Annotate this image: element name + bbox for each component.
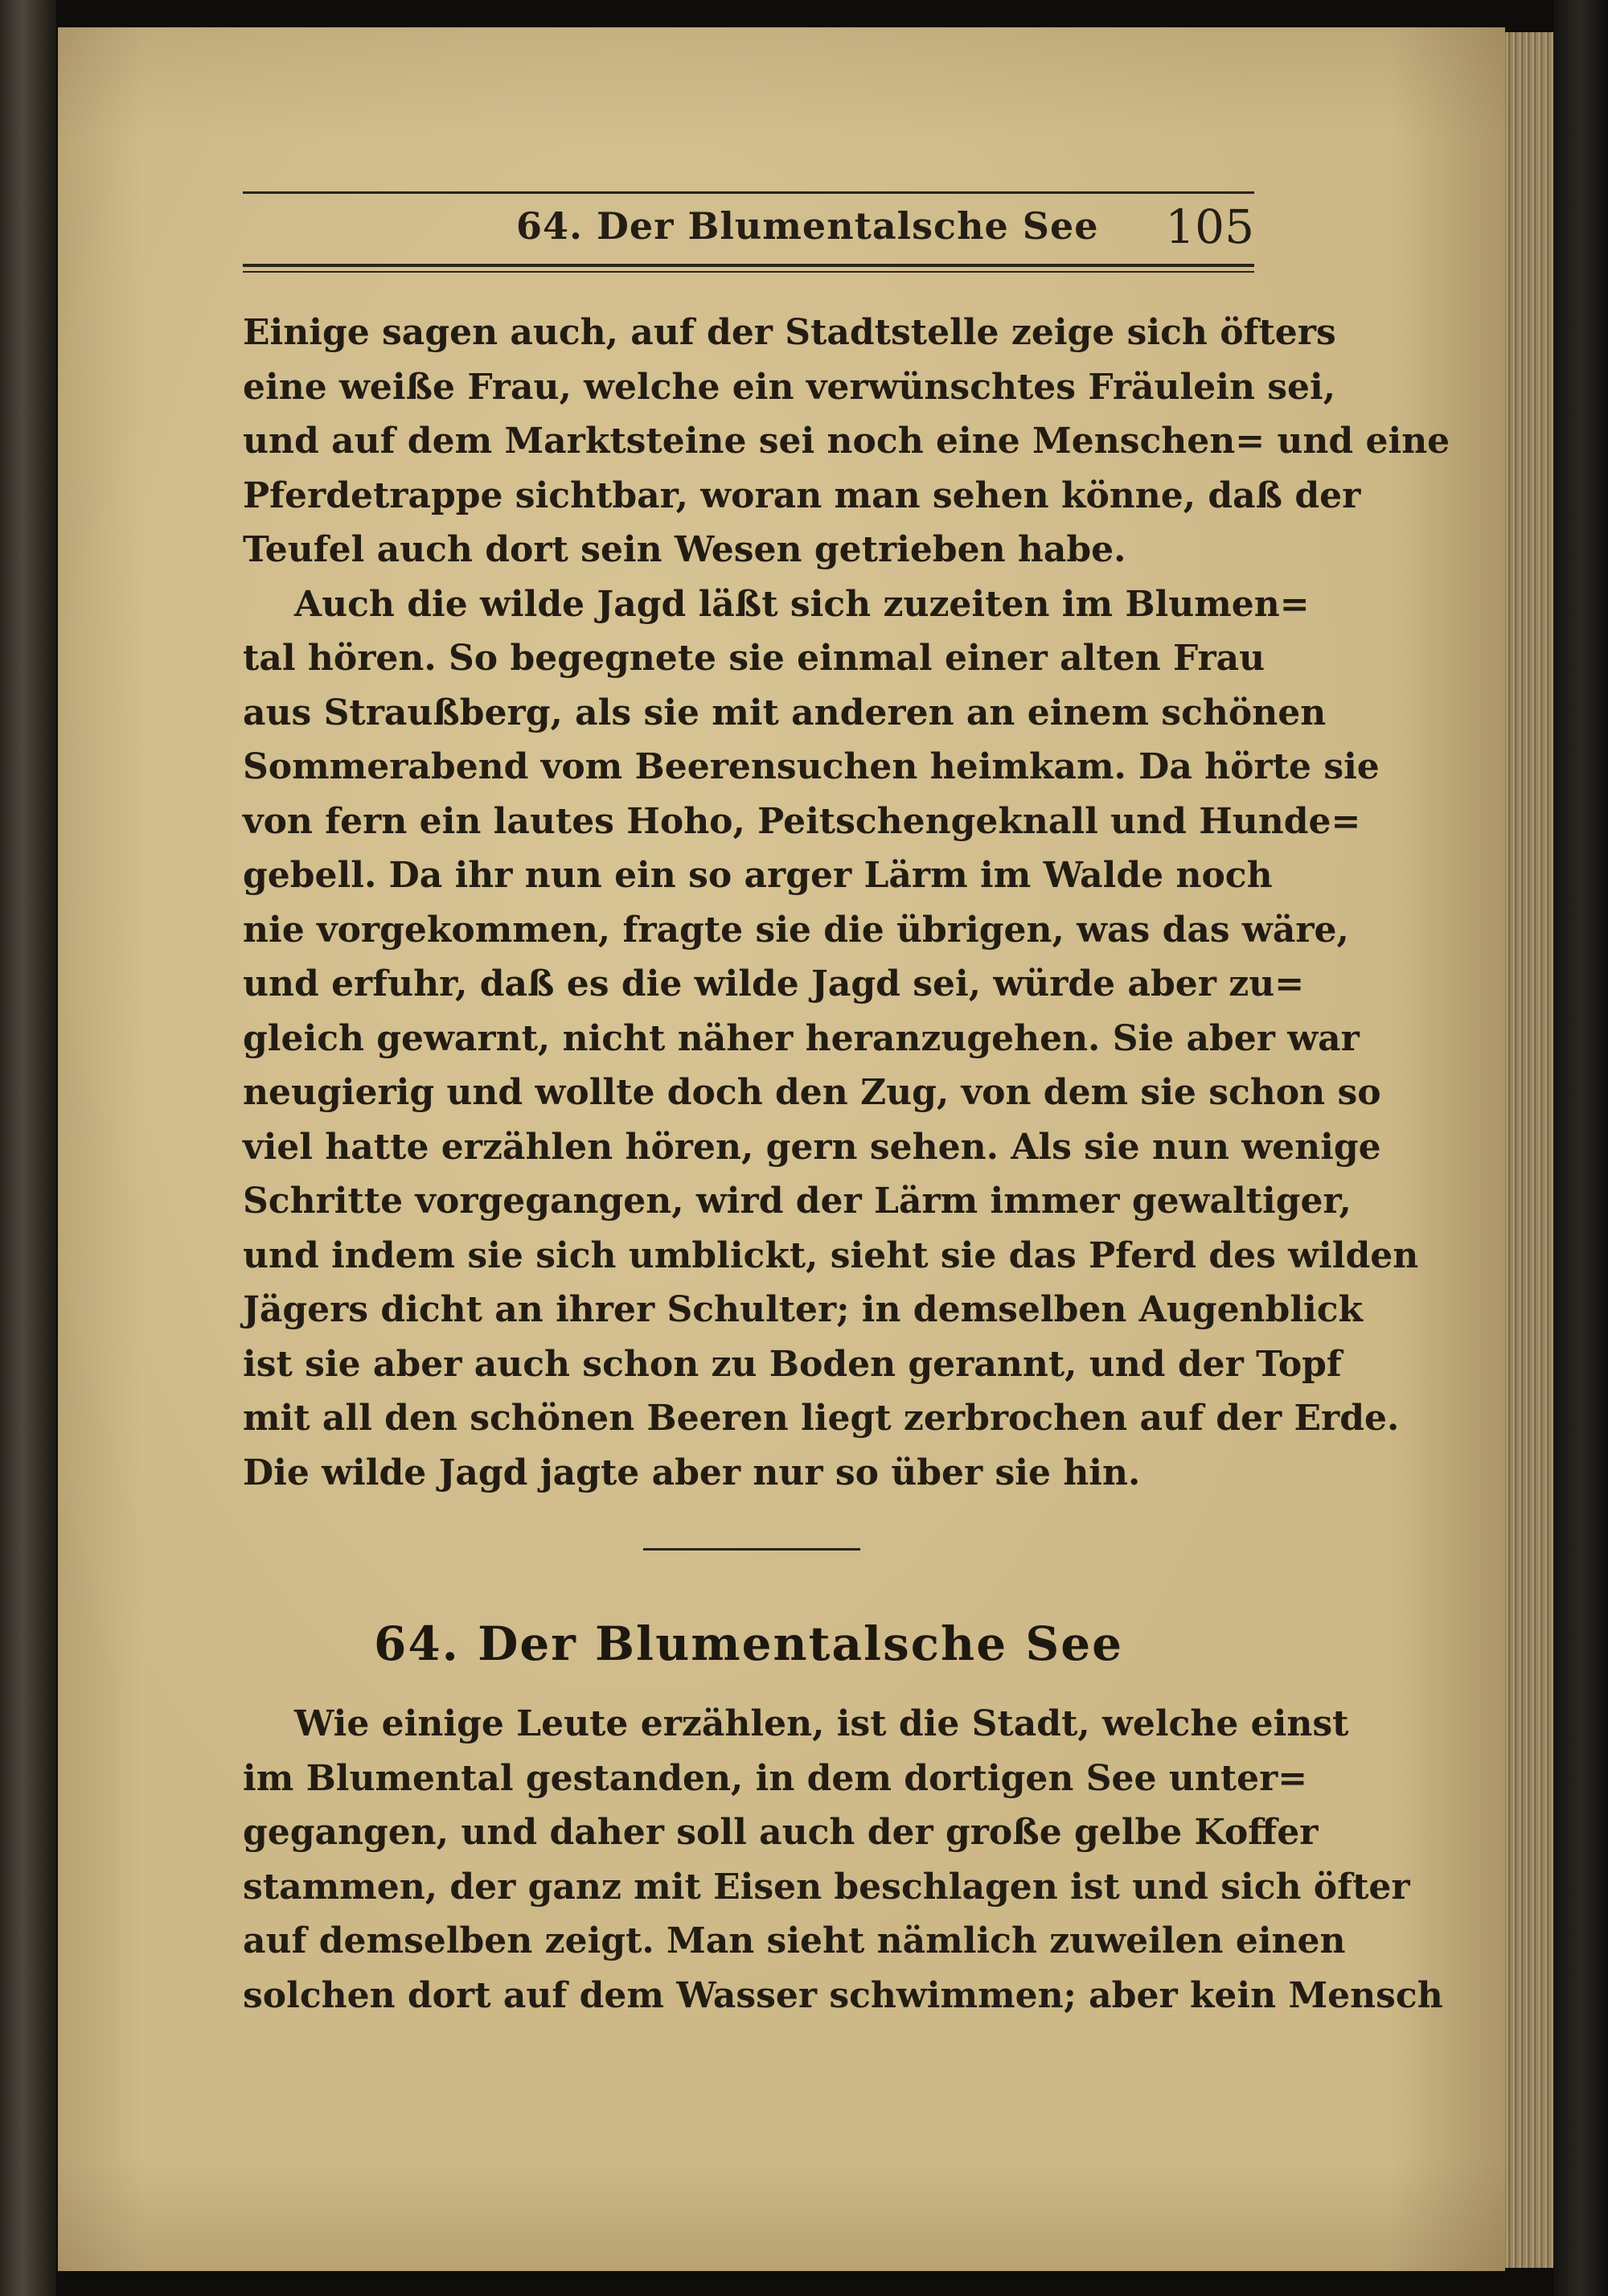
text-line: eine weiße Frau, welche ein verwünschtes Fräulein sei, (243, 366, 1336, 408)
text-line: ist sie aber auch schon zu Boden gerannt, und der Topf (243, 1343, 1342, 1385)
text-line: viel hatte erzählen hören, gern sehen. Als sie nun wenige (243, 1126, 1381, 1168)
running-head (243, 199, 1254, 259)
text-line: stammen, der ganz mit Eisen beschlagen ist und sich öfter (243, 1866, 1410, 1908)
text-line: Sommerabend vom Beerensuchen heimkam. Da hörte sie (243, 746, 1380, 787)
text-line: Die wilde Jagd jagte aber nur so über sie hin. (243, 1452, 1141, 1493)
text-line: Teufel auch dort sein Wesen getrieben habe. (243, 529, 1126, 570)
text-line: aus Straußberg, als sie mit anderen an einem schönen (243, 692, 1327, 733)
text-line: tal hören. So begegnete sie einmal einer alten Frau (243, 638, 1265, 679)
text-line: gebell. Da ihr nun ein so arger Lärm im Walde noch (243, 855, 1273, 896)
story-continuation (243, 306, 1450, 1500)
text-line: gegangen, und daher soll auch der große gelbe Koffer (243, 1812, 1319, 1853)
running-head-title: 64. Der Blumentalsche See (516, 204, 1099, 248)
section-heading: 64. Der Blumentalsche See (373, 1616, 1124, 1671)
header-rule-top (243, 191, 1254, 194)
text-line: und indem sie sich umblickt, sieht sie das Pferd des wilden (243, 1234, 1419, 1276)
header-rule-bottom-thin (243, 271, 1254, 273)
text-line: solchen dort auf dem Wasser schwimmen; aber kein Mensch (243, 1974, 1443, 2016)
section-divider (643, 1548, 860, 1551)
text-line: gleich gewarnt, nicht näher heranzugehen. Sie aber war (243, 1017, 1360, 1059)
text-line: Pferdetrappe sichtbar, woran man sehen könne, daß der (243, 474, 1361, 516)
previous-page-edge (0, 0, 56, 2296)
text-line: Jägers dicht an ihrer Schulter; in demselben Augenblick (243, 1289, 1364, 1330)
text-line: von fern ein lautes Hoho, Peitschengeknall und Hunde= (243, 800, 1361, 842)
text-line: Auch die wilde Jagd läßt sich zuzeiten im Blumen= (294, 583, 1310, 625)
book-block-edges (1505, 32, 1553, 2268)
book-cover-edge (1553, 0, 1608, 2296)
section-body (243, 1697, 1443, 2023)
text-line: im Blumental gestanden, in dem dortigen See unter= (243, 1757, 1308, 1799)
text-line: nie vorgekommen, fragte sie die übrigen, was das wäre, (243, 909, 1349, 951)
text-line: und erfuhr, daß es die wilde Jagd sei, würde aber zu= (243, 963, 1305, 1004)
page-number: 105 (1165, 199, 1254, 254)
text-line: neugierig und wollte doch den Zug, von dem sie schon so (243, 1072, 1381, 1113)
header-rule-bottom-thick (243, 264, 1254, 267)
text-line: Schritte vorgegangen, wird der Lärm immer gewaltiger, (243, 1181, 1352, 1222)
text-line: Wie einige Leute erzählen, ist die Stadt, welche einst (294, 1703, 1349, 1744)
text-line: mit all den schönen Beeren liegt zerbrochen auf der Erde. (243, 1398, 1400, 1439)
text-line: auf demselben zeigt. Man sieht nämlich zuweilen einen (243, 1920, 1346, 1961)
text-line: und auf dem Marktsteine sei noch eine Menschen= und eine (243, 421, 1450, 462)
text-line: Einige sagen auch, auf der Stadtstelle zeige sich öfters (243, 312, 1336, 353)
